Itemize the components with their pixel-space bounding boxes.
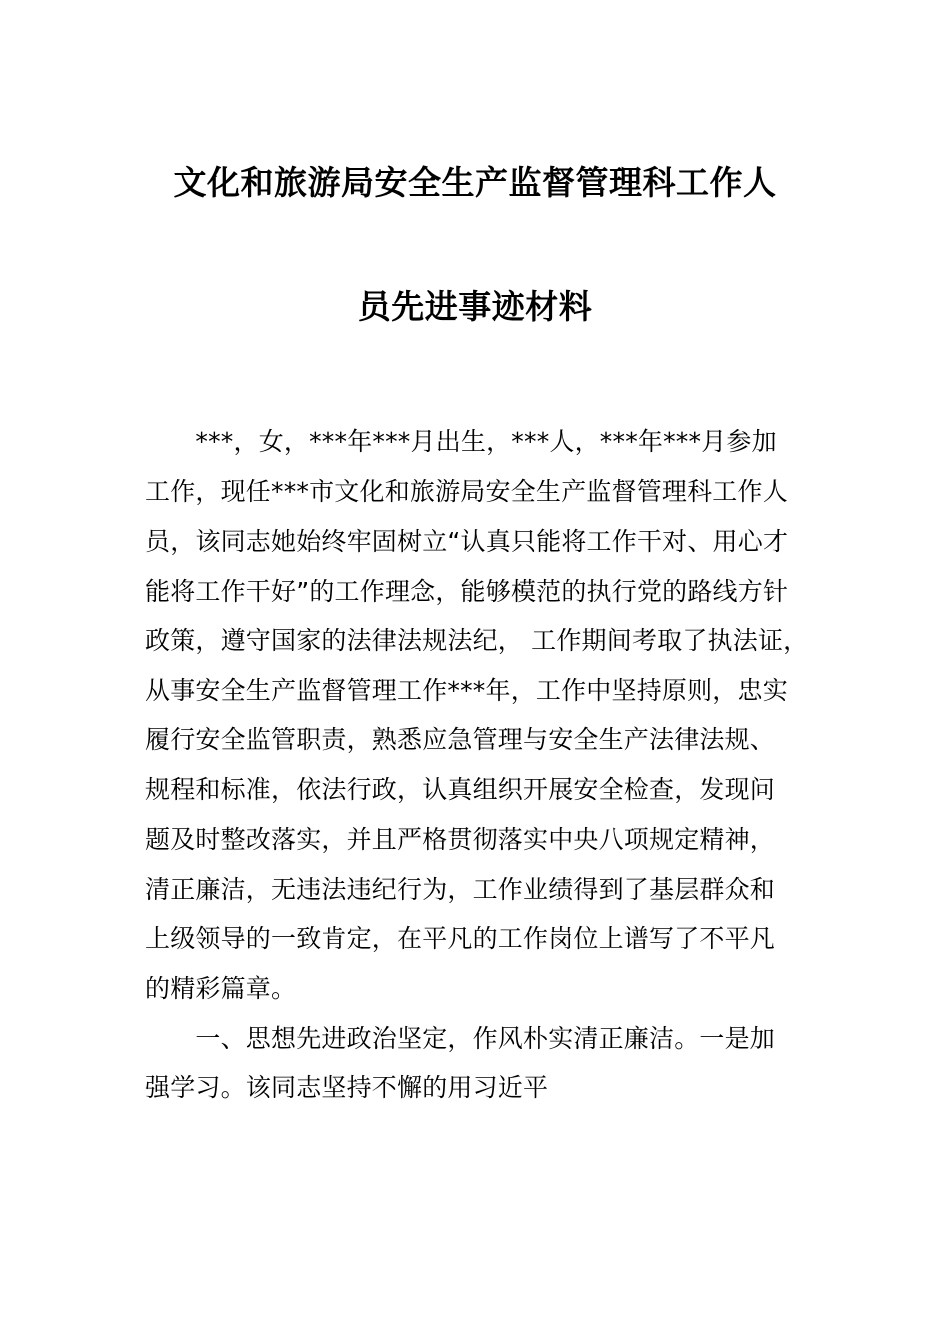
document-title-line-1: 文化和旅游局安全生产监督管理科工作人: [173, 163, 777, 202]
paragraph-1-line-11: 上级领导的一致肯定，在平凡的工作岗位上谱写了不平凡: [145, 924, 776, 953]
paragraph-1-line-9: 题及时整改落实，并且严格贯彻落实中央八项规定精神，: [145, 825, 776, 854]
paragraph-1-line-3: 员，该同志她始终牢固树立“认真只能将工作干对、用心才: [145, 527, 789, 556]
paragraph-1-line-12: 的精彩篇章。: [145, 974, 297, 1003]
paragraph-1-line-5: 政策，遵守国家的法律法规法纪， 工作期间考取了执法证，: [145, 626, 809, 655]
paragraph-1-line-6: 从事安全生产监督管理工作***年，工作中坚持原则，忠实: [145, 676, 788, 705]
document-title-line-2: 员先进事迹材料: [357, 287, 593, 326]
paragraph-1-line-2: 工作，现任***市文化和旅游局安全生产监督管理科工作人: [145, 477, 788, 506]
paragraph-1-line-1: ***，女，***年***月出生，***人，***年***月参加: [145, 427, 777, 456]
paragraph-1-line-10: 清正廉洁，无违法违纪行为，工作业绩得到了基层群众和: [145, 875, 776, 904]
paragraph-1-line-4: 能将工作干好”的工作理念，能够模范的执行党的路线方针: [145, 577, 789, 606]
paragraph-1-line-7: 履行安全监管职责，熟悉应急管理与安全生产法律法规、: [145, 725, 776, 754]
paragraph-2-line-1: 一、思想先进政治坚定，作风朴实清正廉洁。一是加: [145, 1024, 776, 1053]
paragraph-1-line-8: 规程和标准，依法行政，认真组织开展安全检查，发现问: [145, 775, 776, 804]
paragraph-2-line-2: 强学习。该同志坚持不懈的用习近平: [145, 1073, 549, 1102]
